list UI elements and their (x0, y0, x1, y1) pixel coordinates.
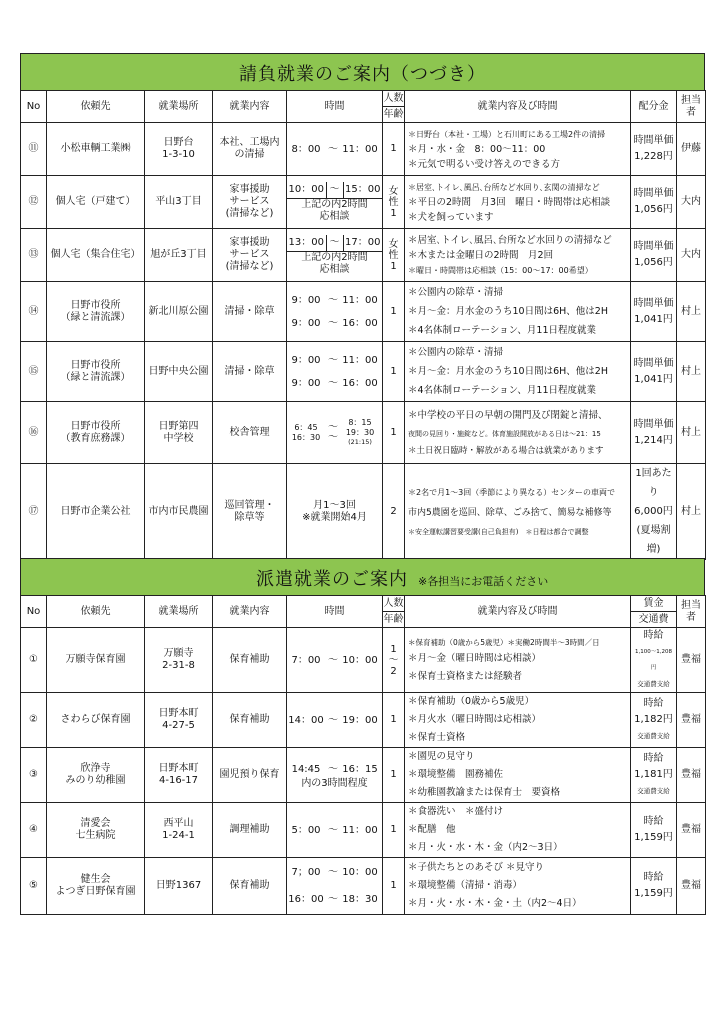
row-work: 巡回管理・ 除草等 (213, 464, 287, 560)
row-staff: 豊福 (677, 858, 706, 915)
row-pay: 時給 1,159円 (631, 858, 677, 915)
row-time: 13：00 ～ 17：00 上記の内2時間 応相談 (287, 229, 383, 282)
row-pay: 時給 1,181円 交通費支給 (631, 748, 677, 803)
table-row (21, 342, 706, 402)
row-work: 保育補助 (213, 858, 287, 915)
row-pay: 時間単価 1,056円 (631, 229, 677, 282)
contract-work-table (20, 90, 706, 560)
row-client: さわらび保育園 (47, 693, 145, 748)
row-detail: ＊子供たちとのあそび ＊見守り ＊環境整備（清掃・消毒） ＊月・火・水・木・金・土（内2～4日） (405, 858, 631, 915)
row-pay: 時給 1,182円 交通費支給 (631, 693, 677, 748)
row-client: 欣浄寺 みのり幼稚園 (47, 748, 145, 803)
col-client: 依頼先 (47, 91, 145, 123)
row-pay: 時間単価 1,041円 (631, 342, 677, 402)
row-place: 日野本町 4-27-5 (145, 693, 213, 748)
row-count: 1 (383, 693, 405, 748)
row-client: 小松車輌工業㈱ (47, 123, 145, 176)
row-place: 新北川原公園 (145, 282, 213, 342)
row-staff: 豊福 (677, 693, 706, 748)
row-client: 万願寺保育園 (47, 628, 145, 693)
row-staff: 村上 (677, 464, 706, 560)
dispatch-work-note: ※各担当にお電話ください (418, 575, 549, 588)
col-time: 時間 (287, 91, 383, 123)
row-client: 日野市企業公社 (47, 464, 145, 560)
row-time: 9：00 ～ 11：00 9：00 ～ 16：00 (287, 342, 383, 402)
row-detail: ＊食器洗い ＊盛付け ＊配膳 他 ＊月・火・水・木・金（内2～3日） (405, 803, 631, 858)
row-detail: ＊公園内の除草・清掃 ＊月～金：月水金のうち10日間は6H、他は2H ＊4名体制ローテーション、月11日程度就業 (405, 342, 631, 402)
dispatch-work-banner (20, 558, 705, 595)
row-no: ⑰ (21, 464, 47, 560)
row-place: 日野中央公園 (145, 342, 213, 402)
row-client: 日野市役所 （緑と清流課） (47, 282, 145, 342)
row-count: 1 (383, 748, 405, 803)
col-count-age (383, 91, 405, 123)
col-no: No (21, 91, 47, 123)
row-client: 個人宅（戸建て） (47, 176, 145, 229)
row-place: 日野第四 中学校 (145, 402, 213, 464)
row-no: ⑤ (21, 858, 47, 915)
row-time: 5：00 ～ 11：00 (287, 803, 383, 858)
row-count: 1 (383, 803, 405, 858)
row-count: 女 性 1 (383, 229, 405, 282)
row-pay: 時給 1,100～1,208円 交通費支給 (631, 628, 677, 693)
col-age: 年齢 (383, 106, 404, 122)
row-no: ④ (21, 803, 47, 858)
row-work: 本社、工場内 の清掃 (213, 123, 287, 176)
row-no: ⑪ (21, 123, 47, 176)
row-pay: 1回あたり 6,000円 (夏場割増) (631, 464, 677, 560)
table-row (21, 748, 706, 803)
row-detail: ＊2名で月1～3回（季節により異なる）センターの車両で 市内5農園を巡回、除草、ごみ捨て、簡易な補修等 ＊安全運転講習要受講(自己負担有) ＊日程は都合で調整 (405, 464, 631, 560)
row-place: 市内市民農園 (145, 464, 213, 560)
row-staff: 大内 (677, 176, 706, 229)
col-age: 年齢 (383, 611, 404, 627)
row-no: ③ (21, 748, 47, 803)
col-pay: 配分金 (631, 91, 677, 123)
table-row (21, 123, 706, 176)
col-time: 時間 (287, 596, 383, 628)
row-place: 日野1367 (145, 858, 213, 915)
table-row (21, 628, 706, 693)
row-client: 日野市役所 （緑と清流課） (47, 342, 145, 402)
row-count: 1 (383, 282, 405, 342)
row-no: ⑬ (21, 229, 47, 282)
table-row (21, 803, 706, 858)
row-count: 1 (383, 342, 405, 402)
row-work: 保育補助 (213, 628, 287, 693)
row-count: 1 (383, 402, 405, 464)
row-pay: 時間単価 1,041円 (631, 282, 677, 342)
row-pay: 時間単価 1,214円 (631, 402, 677, 464)
row-staff: 豊福 (677, 803, 706, 858)
col-place: 就業場所 (145, 596, 213, 628)
col-work: 就業内容 (213, 91, 287, 123)
col-count: 人数 (383, 93, 404, 104)
col-pay-transport: 交通費 (631, 611, 676, 627)
row-staff: 豊福 (677, 748, 706, 803)
table-row (21, 858, 706, 915)
col-work: 就業内容 (213, 596, 287, 628)
contract-work-title: 請負就業のご案内（つづき） (239, 64, 486, 85)
row-time: 14:45 ～ 16：15 内の3時間程度 (287, 748, 383, 803)
row-pay: 時間単価 1,056円 (631, 176, 677, 229)
row-count: 1 (383, 123, 405, 176)
row-no: ⑫ (21, 176, 47, 229)
row-place: 日野台 1-3-10 (145, 123, 213, 176)
table-row (21, 176, 706, 229)
row-client: 日野市役所 （教育庶務課） (47, 402, 145, 464)
row-place: 西平山 1-24-1 (145, 803, 213, 858)
row-time: 8：00 ～ 11：00 (287, 123, 383, 176)
contract-work-section (20, 53, 705, 560)
col-detail: 就業内容及び時間 (405, 91, 631, 123)
col-count: 人数 (383, 598, 404, 609)
row-detail: ＊保育補助（0歳から5歳児） ＊月火水（曜日時間は応相談） ＊保育士資格 (405, 693, 631, 748)
col-detail: 就業内容及び時間 (405, 596, 631, 628)
row-work: 清掃・除草 (213, 282, 287, 342)
row-time: 7；00 ～ 10：00 16：00 ～ 18：30 (287, 858, 383, 915)
row-detail: ＊園児の見守り ＊環境整備 園務補佐 ＊幼稚園教諭または保育士 要資格 (405, 748, 631, 803)
dispatch-work-section (20, 558, 705, 915)
row-detail: ＊中学校の平日の早朝の開門及び閉錠と清掃、 夜間の見回り・施錠など。体育施設開放がある日は～21：15 ＊土日祝日臨時・解放がある場合は就業があります (405, 402, 631, 464)
table-row (21, 402, 706, 464)
dispatch-work-table (20, 595, 706, 915)
row-count: 1 ～ 2 (383, 628, 405, 693)
row-count: 1 (383, 858, 405, 915)
row-count: 女 性 1 (383, 176, 405, 229)
row-no: ⑭ (21, 282, 47, 342)
col-place: 就業場所 (145, 91, 213, 123)
row-client: 健生会 よつぎ日野保育園 (47, 858, 145, 915)
row-place: 旭が丘3丁目 (145, 229, 213, 282)
row-count: 2 (383, 464, 405, 560)
row-detail: ＊居室､トイレ､風呂､台所など水回りの清掃など ＊木または金曜日の2時間 月2回 ＊曜日・時間帯は応相談（15：00～17：00希望） (405, 229, 631, 282)
row-work: 校舎管理 (213, 402, 287, 464)
row-detail: ＊日野台（本社・工場）と石川町にある工場2件の清掃 ＊月・水・金 8：00～11：00 ＊元気で明るい受け答えのできる方 (405, 123, 631, 176)
row-no: ② (21, 693, 47, 748)
row-staff: 豊福 (677, 628, 706, 693)
row-no: ⑯ (21, 402, 47, 464)
row-work: 清掃・除草 (213, 342, 287, 402)
dispatch-work-title: 派遣就業のご案内 (256, 569, 408, 590)
col-staff: 担当者 (677, 91, 706, 123)
row-time: 14：00 ～ 19：00 (287, 693, 383, 748)
table-row (21, 282, 706, 342)
col-client: 依頼先 (47, 596, 145, 628)
table-header-row (21, 596, 706, 628)
row-time: 月1～3回 ※就業開始4月 (287, 464, 383, 560)
row-work: 調理補助 (213, 803, 287, 858)
row-work: 家事援助 サービス (清掃など) (213, 229, 287, 282)
row-place: 万願寺 2-31-8 (145, 628, 213, 693)
table-row (21, 464, 706, 560)
col-no: No (21, 596, 47, 628)
row-staff: 村上 (677, 342, 706, 402)
row-time: 10：00 ～ 15：00 上記の内2時間 応相談 (287, 176, 383, 229)
row-no: ⑮ (21, 342, 47, 402)
row-work: 保育補助 (213, 693, 287, 748)
row-time: 6：45 16：30 ～ ～ 8：15 19：30 (21:15) (287, 402, 383, 464)
row-detail: ＊保育補助（0歳から5歳児）＊実働2時間半～3時間／日 ＊月～金（曜日時間は応相談） ＊保育士資格または経験者 (405, 628, 631, 693)
row-staff: 村上 (677, 282, 706, 342)
row-work: 家事援助 サービス (清掃など) (213, 176, 287, 229)
row-detail: ＊居室､トイレ､風呂､台所など水回り､玄関の清掃など ＊平日の2時間 月3回 曜日・時間帯は応相談 ＊犬を飼っています (405, 176, 631, 229)
row-staff: 伊藤 (677, 123, 706, 176)
table-row (21, 693, 706, 748)
col-pay-wage: 賃金 (643, 598, 664, 609)
col-count-age (383, 596, 405, 628)
row-work: 園児預り保育 (213, 748, 287, 803)
row-time: 7：00 ～ 10：00 (287, 628, 383, 693)
table-header-row (21, 91, 706, 123)
contract-work-banner (20, 53, 705, 90)
table-row (21, 229, 706, 282)
row-pay: 時給 1,159円 (631, 803, 677, 858)
row-staff: 村上 (677, 402, 706, 464)
row-staff: 大内 (677, 229, 706, 282)
row-client: 清愛会 七生病院 (47, 803, 145, 858)
row-place: 日野本町 4-16-17 (145, 748, 213, 803)
row-no: ① (21, 628, 47, 693)
row-time: 9：00 ～ 11：00 9：00 ～ 16：00 (287, 282, 383, 342)
col-pay (631, 596, 677, 628)
row-place: 平山3丁目 (145, 176, 213, 229)
col-staff: 担当者 (677, 596, 706, 628)
row-detail: ＊公園内の除草・清掃 ＊月～金：月水金のうち10日間は6H、他は2H ＊4名体制ローテーション、月11日程度就業 (405, 282, 631, 342)
row-client: 個人宅（集合住宅） (47, 229, 145, 282)
row-pay: 時間単価 1,228円 (631, 123, 677, 176)
